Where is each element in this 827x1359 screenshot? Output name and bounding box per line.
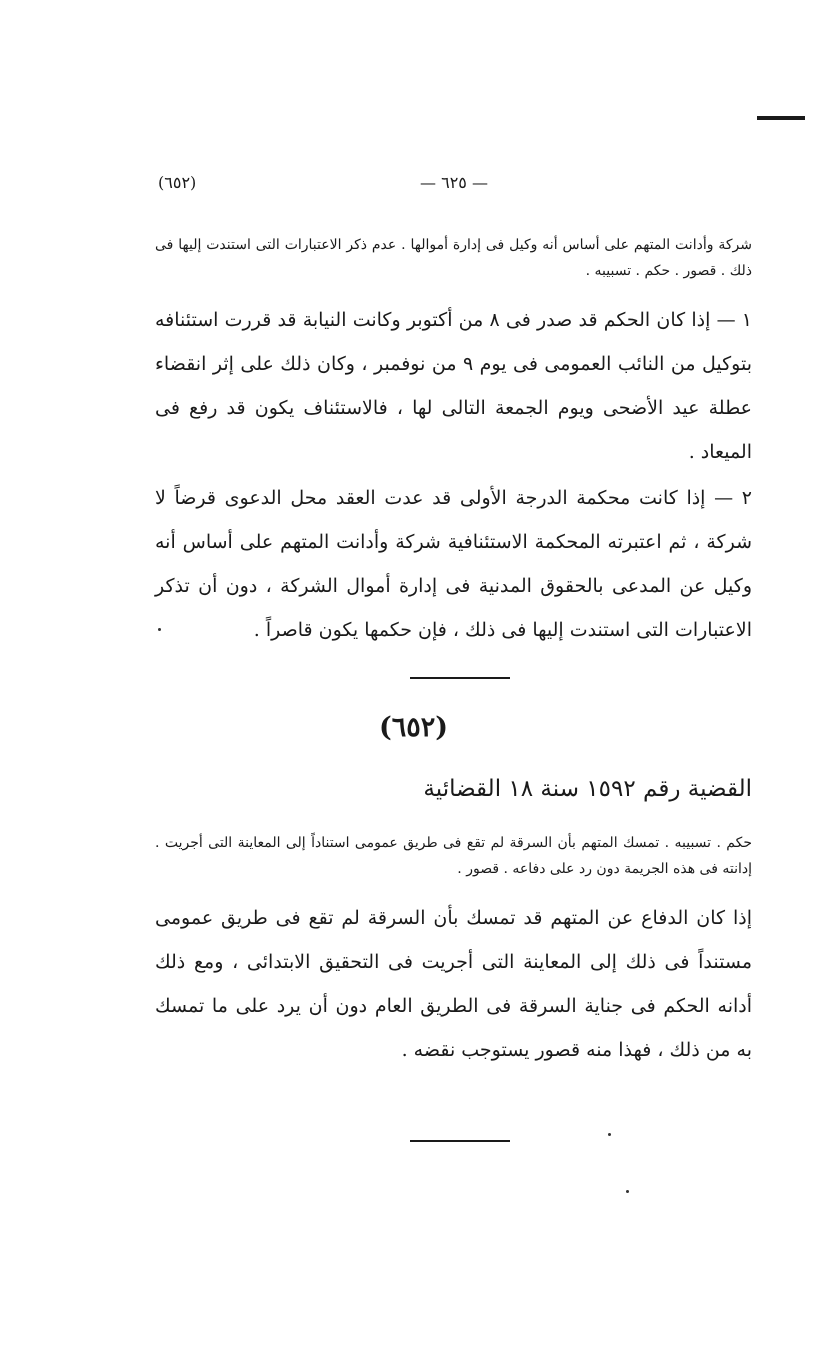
scan-speck — [158, 628, 161, 631]
header-case-reference: (٦٥٢) — [158, 173, 197, 192]
case-summary: حكم . تسبيبه . تمسك المتهم بأن السرقة لم تقع فى طريق عمومى استناداً إلى المعاينة التى أجريت . إدانته فى هذه الجريمة دون رد على دفاعه . قصور . — [155, 835, 752, 877]
case-number-heading: (٦٥٢) — [378, 712, 449, 743]
scan-speck — [626, 1190, 629, 1193]
case-ruling-paragraph: إذا كان الدفاع عن المتهم قد تمسك بأن السرقة لم تقع فى طريق عمومى مستنداً فى ذلك إلى المعاينة التى أجريت فى التحقيق الابتدائى ، ومع ذلك أدانه الحكم فى جناية السرقة فى الطريق العام دون أن يرد على ما تمسك به من ذلك ، فهذا منه قصور يستوجب نقضه . — [155, 907, 752, 1061]
running-header — [158, 173, 750, 203]
previous-case-paragraph-1: ١ — إذا كان الحكم قد صدر فى ٨ من أكتوبر وكانت النيابة قد قررت استئنافه بتوكيل من النائب العمومى فى يوم ٩ من نوفمبر ، وكان ذلك على إثر انقضاء عطلة عيد الأضحى ويوم الجمعة التالى لها ، فالاستئناف يكون قد رفع فى الميعاد . — [155, 309, 752, 463]
end-divider — [410, 1140, 510, 1142]
section-divider — [410, 677, 510, 679]
case-title: القضية رقم ١٥٩٢ سنة ١٨ القضائية — [423, 776, 752, 802]
page-number: — ٦٢٥ — — [420, 173, 488, 192]
scan-edge-mark — [757, 116, 805, 120]
previous-case-summary: شركة وأدانت المتهم على أساس أنه وكيل فى إدارة أموالها . عدم ذكر الاعتبارات التى استندت إليها فى ذلك . قصور . حكم . تسبيبه . — [155, 237, 752, 279]
previous-case-paragraph-2: ٢ — إذا كانت محكمة الدرجة الأولى قد عدت العقد محل الدعوى قرضاً لا شركة ، ثم اعتبرته المحكمة الاستئنافية شركة وأدانت المتهم على أساس أنه وكيل عن المدعى بالحقوق المدنية فى إدارة أموال الشركة ، دون أن تذكر الاعتبارات التى استندت إليها فى ذلك ، فإن حكمها يكون قاصراً . — [155, 487, 752, 641]
scan-speck — [608, 1133, 611, 1136]
